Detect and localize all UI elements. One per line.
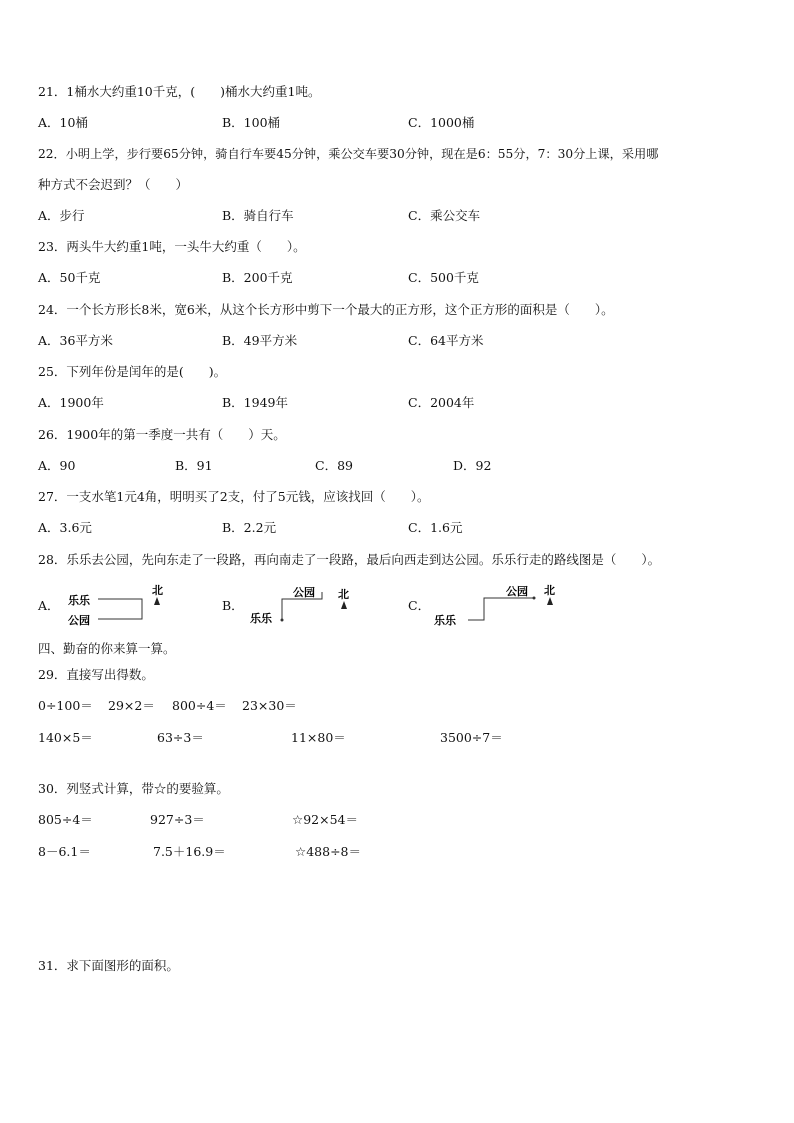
q27-stem: 27．一支水笔1元4角，明明买了2支，付了5元钱，应该找回（ ）。	[38, 489, 430, 504]
q24-option-b: B．49平方米	[222, 333, 298, 348]
section-4-title: 四、勤奋的你来算一算。	[38, 641, 176, 656]
q28-route-a	[68, 584, 168, 628]
route-a-lele-label: 乐乐	[68, 594, 90, 607]
q23-option-a: A．50千克	[38, 270, 101, 285]
q27-option-c: C．1.6元	[408, 520, 463, 535]
q26-option-c: C．89	[315, 458, 353, 473]
q28-option-a: A．	[38, 598, 60, 613]
q25-stem: 25．下列年份是闰年的是( )。	[38, 364, 227, 379]
north-arrow-icon	[154, 597, 160, 605]
q29-stem: 29．直接写出得数。	[38, 667, 154, 682]
q29-item: 3500÷7＝	[440, 730, 503, 745]
q30-item: 805÷4＝	[38, 812, 93, 827]
q26-option-d: D．92	[453, 458, 492, 473]
q21-option-c: C．1000桶	[408, 115, 475, 130]
q30-item: ☆488÷8＝	[295, 844, 361, 859]
q31-stem: 31．求下面图形的面积。	[38, 958, 179, 973]
q22-stem-line2: 种方式不会迟到？（ ）	[38, 177, 189, 192]
q28-option-b: B．	[222, 598, 244, 613]
q29-item: 63÷3＝	[157, 730, 204, 745]
q29-item: 0÷100＝	[38, 698, 93, 713]
north-arrow-icon	[341, 601, 347, 609]
q23-option-b: B．200千克	[222, 270, 293, 285]
route-a-north-label: 北	[152, 584, 163, 597]
q28-route-c	[434, 582, 564, 628]
q21-option-b: B．100桶	[222, 115, 281, 130]
route-b-park-label: 公园	[293, 586, 315, 599]
q26-stem: 26．1900年的第一季度一共有（ ）天。	[38, 427, 286, 442]
route-c-park-label: 公园	[506, 585, 528, 598]
q30-stem: 30．列竖式计算，带☆的要验算。	[38, 781, 229, 796]
q22-option-b: B．骑自行车	[222, 208, 294, 223]
q24-option-c: C．64平方米	[408, 333, 484, 348]
q24-stem: 24．一个长方形长8米，宽6米，从这个长方形中剪下一个最大的正方形，这个正方形的面积是（ ）。	[38, 302, 614, 317]
q30-item: 8－6.1＝	[38, 844, 91, 859]
q21-stem: 21．1桶水大约重10千克，( )桶水大约重1吨。	[38, 84, 321, 99]
q28-route-b	[250, 584, 360, 628]
q28-stem: 28．乐乐去公园，先向东走了一段路，再向南走了一段路，最后向西走到达公园。乐乐行走的路线图是（ ）。	[38, 552, 661, 567]
route-b-lele-label: 乐乐	[250, 612, 272, 625]
q26-option-b: B．91	[175, 458, 213, 473]
q25-option-a: A．1900年	[38, 395, 104, 410]
route-b-north-label: 北	[338, 588, 349, 601]
q22-stem-line1: 22．小明上学，步行要65分钟，骑自行车要45分钟，乘公交车要30分钟，现在是6：55分，7：30分上课，采用哪	[38, 147, 659, 161]
q24-option-a: A．36平方米	[38, 333, 113, 348]
q29-item: 23×30＝	[242, 698, 297, 713]
q23-stem: 23．两头牛大约重1吨，一头牛大约重（ ）。	[38, 239, 306, 254]
q27-option-b: B．2.2元	[222, 520, 277, 535]
q27-option-a: A．3.6元	[38, 520, 92, 535]
route-a-park-label: 公园	[68, 614, 90, 627]
q30-item: 7.5＋16.9＝	[153, 844, 226, 859]
route-c-lele-label: 乐乐	[434, 614, 456, 627]
q29-item: 140×5＝	[38, 730, 93, 745]
route-a-path	[98, 599, 142, 619]
route-c-path	[468, 598, 534, 620]
q25-option-c: C．2004年	[408, 395, 475, 410]
route-c-north-label: 北	[544, 584, 555, 597]
q25-option-b: B．1949年	[222, 395, 288, 410]
q26-option-a: A．90	[38, 458, 76, 473]
q29-item: 29×2＝	[108, 698, 155, 713]
q23-option-c: C．500千克	[408, 270, 479, 285]
q28-option-c: C．	[408, 598, 431, 613]
q22-option-a: A．步行	[38, 208, 85, 223]
q29-item: 11×80＝	[291, 730, 346, 745]
q30-item: 927÷3＝	[150, 812, 205, 827]
north-arrow-icon	[547, 597, 553, 605]
q30-item: ☆92×54＝	[292, 812, 358, 827]
q29-item: 800÷4＝	[172, 698, 227, 713]
q21-option-a: A．10桶	[38, 115, 88, 130]
q22-option-c: C．乘公交车	[408, 208, 481, 223]
